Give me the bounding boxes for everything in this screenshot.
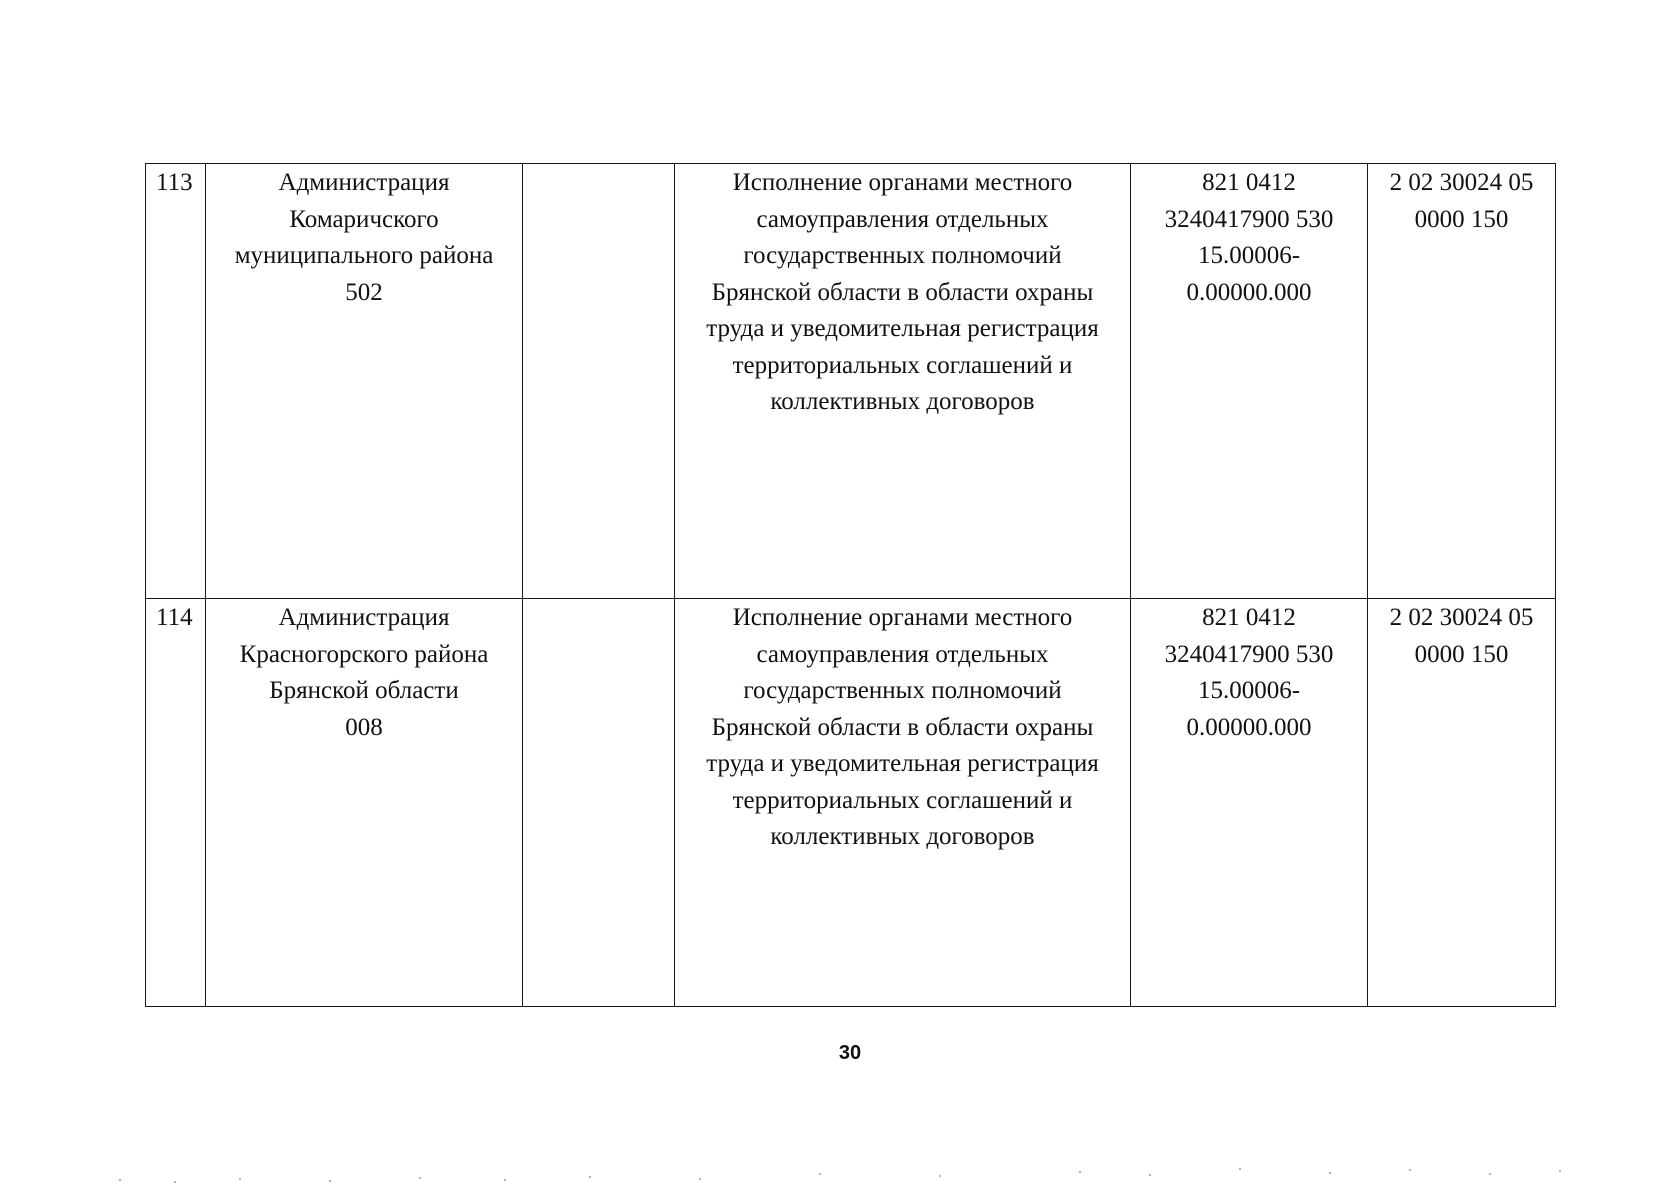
budget-code-line: 3240417900 530 [1164,205,1334,233]
budget-code-line: 15.00006- [1197,677,1301,704]
organization-line: Брянской области [269,677,459,704]
purpose-line: Брянской области в области охраны [711,713,1094,741]
allocation-table [145,163,1556,1007]
empty-cell [523,599,675,1007]
budget-code-line: 15.00006- [1197,242,1301,269]
purpose-line: государственных полномочий [743,677,1062,704]
scan-noise [0,1160,1671,1190]
purpose-line: самоуправления отдельных [756,205,1049,233]
purpose-line: Исполнение органами местного [732,604,1073,631]
budget-code-line: 821 0412 [1202,604,1296,631]
organization-line: муниципального района [234,242,494,269]
purpose-line: труда и уведомительная регистрация [706,315,1099,342]
purpose-cell [675,599,1131,1007]
purpose-line: территориальных соглашений и [732,786,1073,814]
table-row [146,599,1556,1007]
budget-code-line: 821 0412 [1202,169,1296,196]
row-number: 113 [146,164,206,599]
purpose-line: труда и уведомительная регистрация [706,750,1099,777]
table-row [146,164,1556,599]
budget-code-line: 0.00000.000 [1186,713,1312,741]
organization-line: Комаричского [289,205,439,233]
purpose-line: коллективных договоров [770,823,1035,850]
purpose-line: Исполнение органами местного [732,169,1073,196]
purpose-line: самоуправления отдельных [756,640,1049,668]
organization-line: Администрация [278,604,450,631]
purpose-cell [675,164,1131,599]
income-code-cell [1368,599,1556,1007]
row-number: 114 [146,599,206,1007]
purpose-line: Брянской области в области охраны [711,278,1094,306]
empty-cell [523,164,675,599]
purpose-line: государственных полномочий [743,242,1062,269]
income-code-line: 2 02 30024 05 [1389,169,1534,196]
budget-code-cell [1131,599,1368,1007]
income-code-cell [1368,164,1556,599]
purpose-line: территориальных соглашений и [732,351,1073,379]
budget-code-line: 3240417900 530 [1164,640,1334,668]
budget-code-cell [1131,164,1368,599]
purpose-line: коллективных договоров [770,388,1035,415]
income-code-line: 0000 150 [1414,205,1509,233]
income-code-line: 2 02 30024 05 [1389,604,1534,631]
organization-line: 502 [345,278,383,306]
income-code-line: 0000 150 [1414,640,1509,668]
organization-line: 008 [345,713,383,741]
organization-line: Администрация [278,169,450,196]
organization-cell [206,599,523,1007]
organization-line: Красногорского района [239,640,489,668]
budget-code-line: 0.00000.000 [1186,278,1312,306]
organization-cell [206,164,523,599]
page-number: 30 [838,1042,862,1064]
